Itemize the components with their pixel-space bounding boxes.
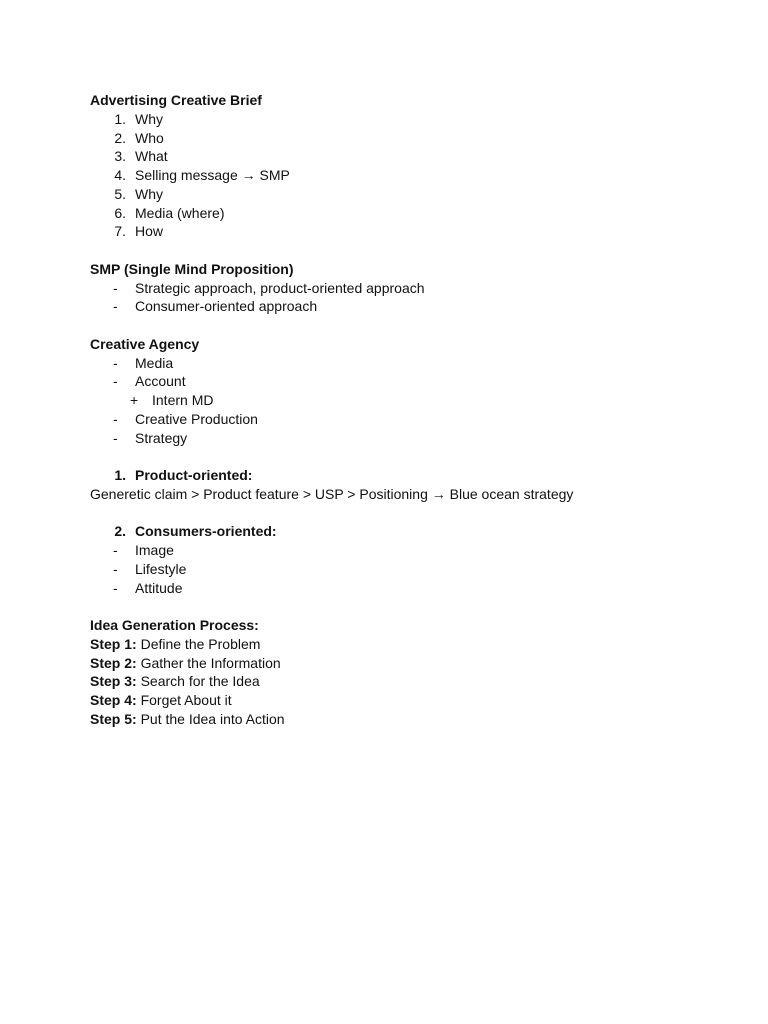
product-heading bbox=[90, 466, 730, 485]
list-item-text: Image bbox=[135, 542, 174, 558]
list-number bbox=[90, 147, 126, 166]
spacer bbox=[90, 447, 730, 466]
list-number-text: 7. bbox=[114, 223, 126, 240]
consumers-heading-text: Consumers-oriented: bbox=[135, 523, 277, 540]
list-item bbox=[90, 354, 730, 373]
smp-list bbox=[90, 279, 730, 317]
list-item-text: Who bbox=[135, 129, 164, 146]
step-row bbox=[90, 710, 730, 729]
list-item-text: Creative Production bbox=[135, 410, 258, 427]
bullet-dash: - bbox=[113, 579, 118, 596]
list-item bbox=[90, 541, 730, 560]
bullet-dash: - bbox=[113, 279, 118, 296]
list-number bbox=[90, 522, 126, 541]
step-text: Put the Idea into Action bbox=[140, 710, 285, 727]
spacer bbox=[90, 504, 730, 523]
list-item-text: How bbox=[135, 223, 164, 240]
list-item-text: Media (where) bbox=[135, 204, 225, 221]
list-number bbox=[90, 110, 126, 129]
step-text: Forget About it bbox=[140, 692, 232, 708]
bullet-dash: - bbox=[113, 429, 118, 446]
step-row bbox=[90, 654, 730, 673]
list-number-text: 4. bbox=[114, 167, 126, 183]
list-item-text: Attitude bbox=[135, 579, 183, 596]
list-number bbox=[90, 466, 126, 485]
list-item bbox=[90, 222, 730, 241]
list-number-text: 1. bbox=[114, 110, 126, 127]
spacer bbox=[90, 241, 730, 260]
consumers-list bbox=[90, 541, 730, 597]
agency-list bbox=[90, 354, 730, 448]
list-number bbox=[90, 129, 126, 148]
list-item-text: Why bbox=[135, 185, 163, 202]
list-item bbox=[90, 579, 730, 598]
idea-heading: Idea Generation Process: bbox=[90, 617, 259, 633]
step-row bbox=[90, 691, 730, 710]
list-item-text: Media bbox=[135, 354, 174, 371]
step-row bbox=[90, 672, 730, 691]
bullet-dash: - bbox=[113, 354, 118, 371]
list-item-text: Strategic approach, product-oriented approach bbox=[135, 279, 425, 296]
list-number-text: 6. bbox=[114, 204, 126, 221]
bullet-dash: - bbox=[113, 560, 118, 577]
step-label: Step 2: bbox=[90, 654, 137, 671]
document-body bbox=[90, 91, 730, 729]
consumers-heading bbox=[90, 522, 730, 541]
step-row bbox=[90, 635, 730, 654]
list-item bbox=[90, 429, 730, 448]
idea-steps bbox=[90, 635, 730, 729]
brief-list bbox=[90, 110, 730, 241]
list-number bbox=[90, 166, 126, 185]
list-item bbox=[90, 297, 730, 316]
bullet-plus: + bbox=[130, 392, 139, 408]
list-number bbox=[90, 204, 126, 223]
step-text: Gather the Information bbox=[140, 654, 281, 671]
list-item bbox=[90, 560, 730, 579]
list-number-text: 2. bbox=[114, 523, 126, 540]
list-item bbox=[90, 279, 730, 298]
agency-heading: Creative Agency bbox=[90, 335, 200, 352]
step-label: Step 3: bbox=[90, 673, 137, 690]
list-number-text: 3. bbox=[114, 148, 126, 165]
list-number-text: 1. bbox=[114, 467, 126, 483]
step-label: Step 4: bbox=[90, 692, 137, 708]
list-item bbox=[90, 147, 730, 166]
list-item-text: Why bbox=[135, 110, 163, 127]
list-number-text: 2. bbox=[114, 129, 126, 146]
spacer bbox=[90, 597, 730, 616]
list-item-text: Strategy bbox=[135, 429, 188, 446]
list-item-text: Lifestyle bbox=[135, 560, 187, 577]
product-heading-text: Product-oriented: bbox=[135, 467, 253, 483]
list-item bbox=[90, 410, 730, 429]
list-item-text: Selling message → SMP bbox=[135, 167, 290, 183]
spacer bbox=[90, 316, 730, 335]
sub-list-item-text: Intern MD bbox=[152, 392, 214, 408]
step-label: Step 5: bbox=[90, 710, 137, 727]
list-number bbox=[90, 185, 126, 204]
list-number-text: 5. bbox=[114, 185, 126, 202]
list-item-text: Account bbox=[135, 373, 186, 390]
step-text: Search for the Idea bbox=[140, 673, 260, 690]
step-label: Step 1: bbox=[90, 635, 137, 652]
brief-heading: Advertising Creative Brief bbox=[90, 92, 262, 108]
smp-heading: SMP (Single Mind Proposition) bbox=[90, 260, 294, 277]
list-item bbox=[90, 185, 730, 204]
bullet-dash: - bbox=[113, 373, 118, 390]
list-item bbox=[90, 372, 730, 391]
list-item bbox=[90, 204, 730, 223]
bullet-dash: - bbox=[113, 542, 118, 558]
product-body: Generetic claim > Product feature > USP > Positioning → Blue ocean strategy bbox=[90, 485, 574, 502]
sub-list-item bbox=[90, 391, 730, 410]
list-item-text: What bbox=[135, 148, 168, 165]
list-item-text: Consumer-oriented approach bbox=[135, 298, 318, 315]
list-item bbox=[90, 110, 730, 129]
list-item bbox=[90, 166, 730, 185]
bullet-dash: - bbox=[113, 298, 118, 315]
bullet-dash: - bbox=[113, 410, 118, 427]
list-item bbox=[90, 129, 730, 148]
step-text: Define the Problem bbox=[140, 635, 261, 652]
list-number bbox=[90, 222, 126, 241]
